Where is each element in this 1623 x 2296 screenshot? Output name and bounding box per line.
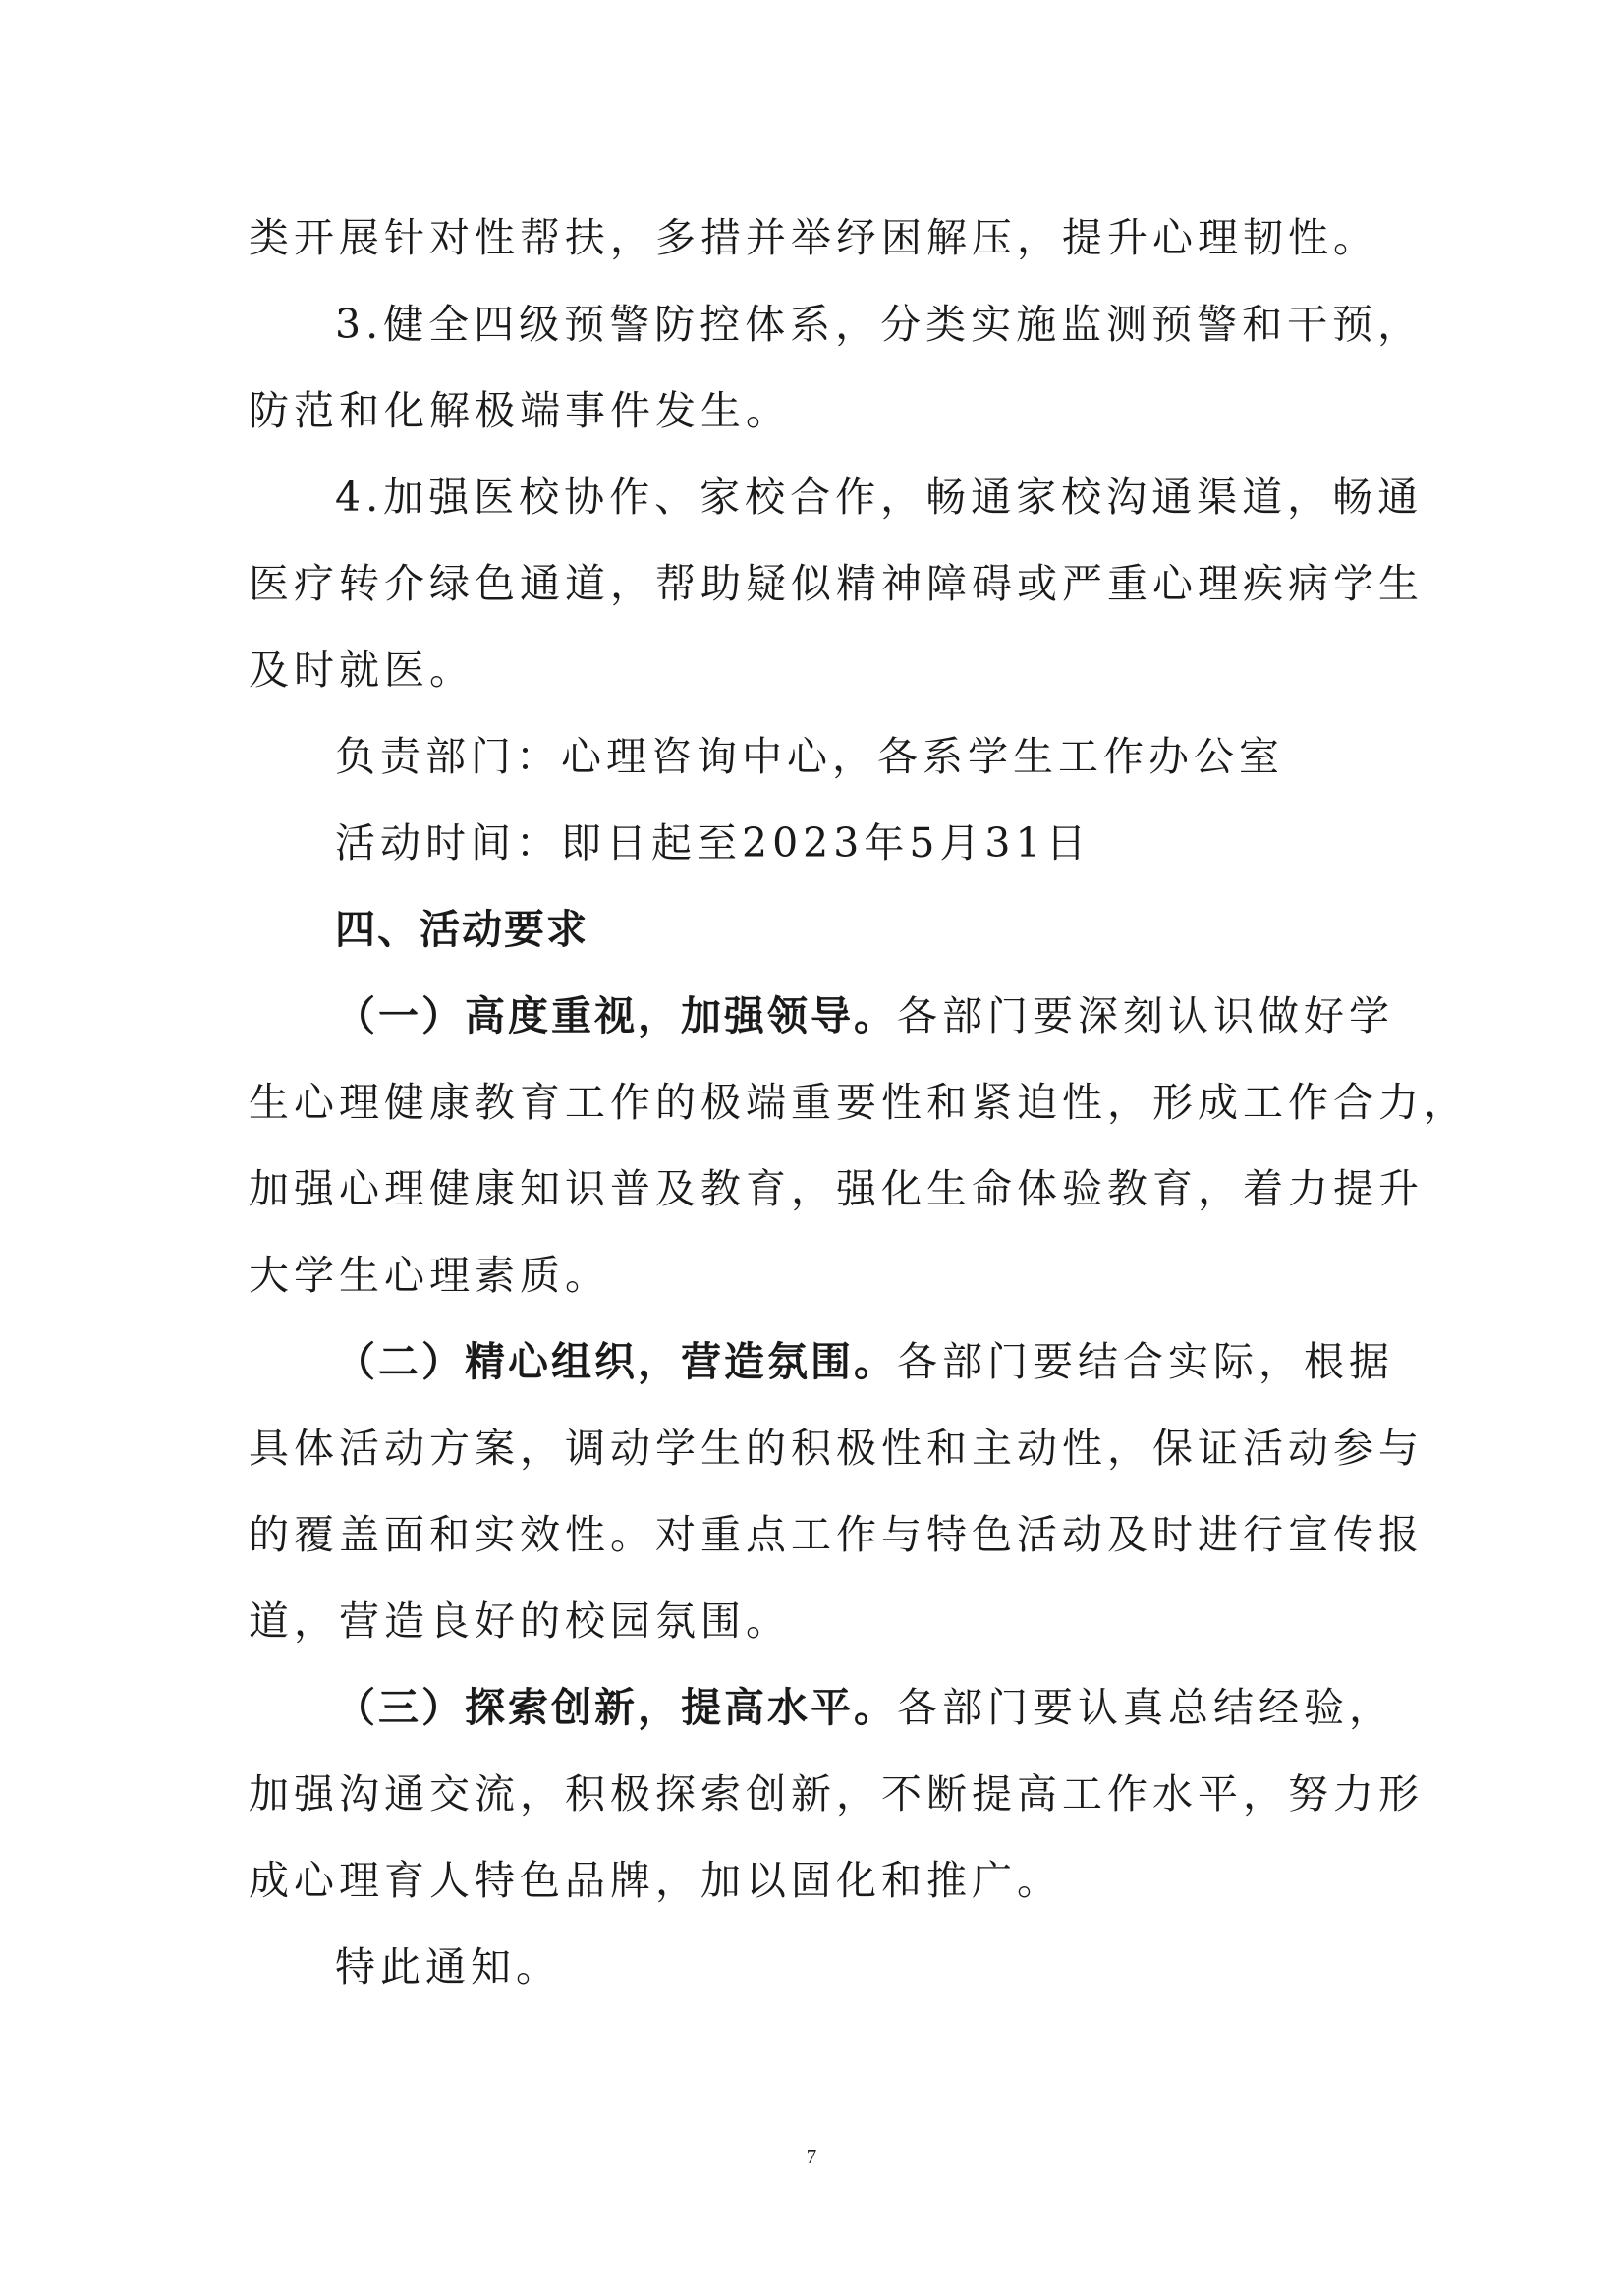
subheading-1: （一）高度重视，加强领导。: [335, 992, 897, 1039]
paragraph-line: 加强沟通交流，积极探索创新，不断提高工作水平，努力形: [249, 1770, 1424, 1818]
paragraph-line: 加强心理健康知识普及教育，强化生命体验教育，着力提升: [249, 1165, 1424, 1212]
paragraph-line: 具体活动方案，调动学生的积极性和主动性，保证活动参与: [249, 1425, 1424, 1472]
paragraph-line: [335, 1338, 1394, 1385]
page-number: 7: [806, 2145, 817, 2168]
paragraph-text: 各部门要认真总结经验，: [897, 1684, 1394, 1731]
paragraph-line: 成心理育人特色品牌，加以固化和推广。: [249, 1857, 1062, 1904]
list-item-4: 4.加强医校协作、家校合作，畅通家校沟通渠道，畅通: [335, 474, 1424, 521]
paragraph-line: [335, 1684, 1394, 1731]
paragraph-text: 各部门要结合实际，根据: [897, 1338, 1394, 1385]
paragraph-line: 医疗转介绿色通道，帮助疑似精神障碍或严重心理疾病学生: [249, 560, 1424, 607]
paragraph-text: 各部门要深刻认识做好学: [897, 992, 1394, 1039]
paragraph-line: 防范和化解极端事件发生。: [249, 387, 791, 434]
subheading-3: （三）探索创新，提高水平。: [335, 1684, 897, 1731]
paragraph-line: 大学生心理素质。: [249, 1252, 610, 1299]
subheading-2: （二）精心组织，营造氛围。: [335, 1338, 897, 1385]
activity-time: 活动时间：即日起至2023年5月31日: [335, 819, 1091, 867]
section-heading: 四、活动要求: [335, 906, 588, 953]
paragraph-line: 类开展针对性帮扶，多措并举纾困解压，提升心理韧性。: [249, 214, 1378, 261]
closing-line: 特此通知。: [335, 1943, 561, 1990]
responsible-department: 负责部门：心理咨询中心，各系学生工作办公室: [335, 733, 1284, 780]
paragraph-line: 的覆盖面和实效性。对重点工作与特色活动及时进行宣传报: [249, 1511, 1424, 1558]
paragraph-line: 生心理健康教育工作的极端重要性和紧迫性，形成工作合力，: [249, 1079, 1469, 1126]
paragraph-line: 及时就医。: [249, 646, 475, 694]
list-item-3: 3.健全四级预警防控体系，分类实施监测预警和干预，: [335, 301, 1424, 348]
paragraph-line: 道，营造良好的校园氛围。: [249, 1597, 791, 1645]
paragraph-line: [335, 992, 1394, 1039]
